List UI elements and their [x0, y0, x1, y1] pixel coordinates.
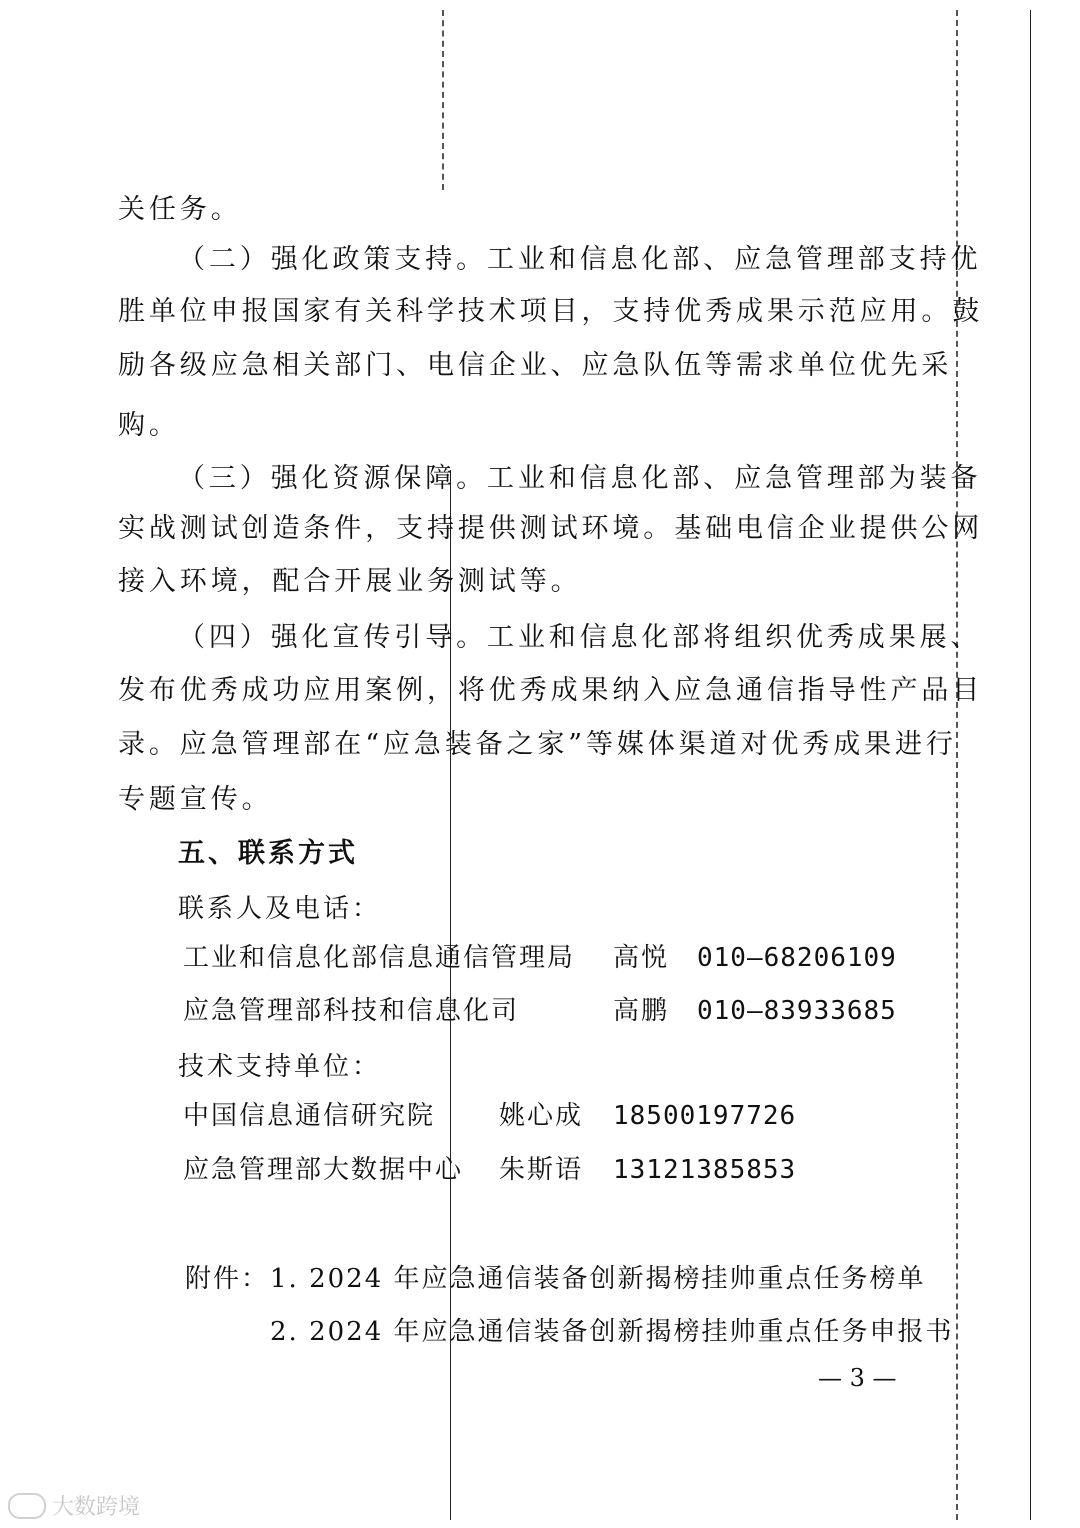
- support-phone: 18500197726: [613, 1101, 797, 1131]
- scan-dashed-line-right: [956, 10, 959, 1520]
- paragraph-line: （四）强化宣传引导。工业和信息化部将组织优秀成果展、: [178, 622, 982, 653]
- support-label: 技术支持单位：: [178, 1052, 382, 1082]
- attachment-item: 1. 2024 年应急通信装备创新揭榜挂帅重点任务榜单: [270, 1264, 926, 1294]
- support-org: 应急管理部大数据中心: [183, 1155, 464, 1185]
- scan-edge-line-right: [1030, 10, 1031, 1520]
- attachment-item: 2. 2024 年应急通信装备创新揭榜挂帅重点任务申报书: [270, 1317, 954, 1347]
- paragraph-line: 实战测试创造条件，支持提供测试环境。基础电信企业提供公网: [118, 513, 984, 544]
- contact-phone: 010—68206109: [697, 943, 897, 973]
- watermark-logo-icon: [8, 1493, 46, 1519]
- paragraph-line: 录。应急管理部在“应急装备之家”等媒体渠道对优秀成果进行: [118, 729, 957, 760]
- paragraph-line: 接入环境，配合开展业务测试等。: [118, 566, 582, 597]
- contact-org: 应急管理部科技和信息化司: [183, 996, 520, 1026]
- paragraph-line: 发布优秀成功应用案例，将优秀成果纳入应急通信指导性产品目: [118, 675, 984, 706]
- paragraph-line: （二）强化政策支持。工业和信息化部、应急管理部支持优: [178, 244, 982, 275]
- paragraph-line: 专题宣传。: [118, 784, 273, 815]
- contacts-label: 联系人及电话：: [178, 894, 382, 924]
- paragraph-line: 关任务。: [118, 194, 242, 225]
- contact-phone: 010—83933685: [697, 996, 897, 1026]
- scan-dashed-line-top: [442, 10, 445, 190]
- watermark: [8, 1490, 140, 1521]
- support-person: 朱斯语: [499, 1155, 584, 1185]
- paragraph-line: 胜单位申报国家有关科学技术项目，支持优秀成果示范应用。鼓: [118, 296, 984, 327]
- paragraph-line: 购。: [118, 410, 180, 441]
- paragraph-line: （三）强化资源保障。工业和信息化部、应急管理部为装备: [178, 463, 982, 494]
- contact-person: 高鹏: [613, 996, 670, 1026]
- contact-org: 工业和信息化部信息通信管理局: [183, 943, 576, 973]
- page-number: — 3 —: [818, 1364, 897, 1392]
- support-org: 中国信息通信研究院: [183, 1101, 436, 1131]
- support-person: 姚心成: [499, 1101, 584, 1131]
- section-heading: 五、联系方式: [178, 838, 358, 869]
- watermark-text: 大数跨境: [52, 1495, 141, 1520]
- support-phone: 13121385853: [613, 1155, 797, 1185]
- attachment-label: 附件：: [185, 1264, 270, 1294]
- paragraph-line: 励各级应急相关部门、电信企业、应急队伍等需求单位优先采: [118, 350, 953, 381]
- contact-person: 高悦: [613, 943, 670, 973]
